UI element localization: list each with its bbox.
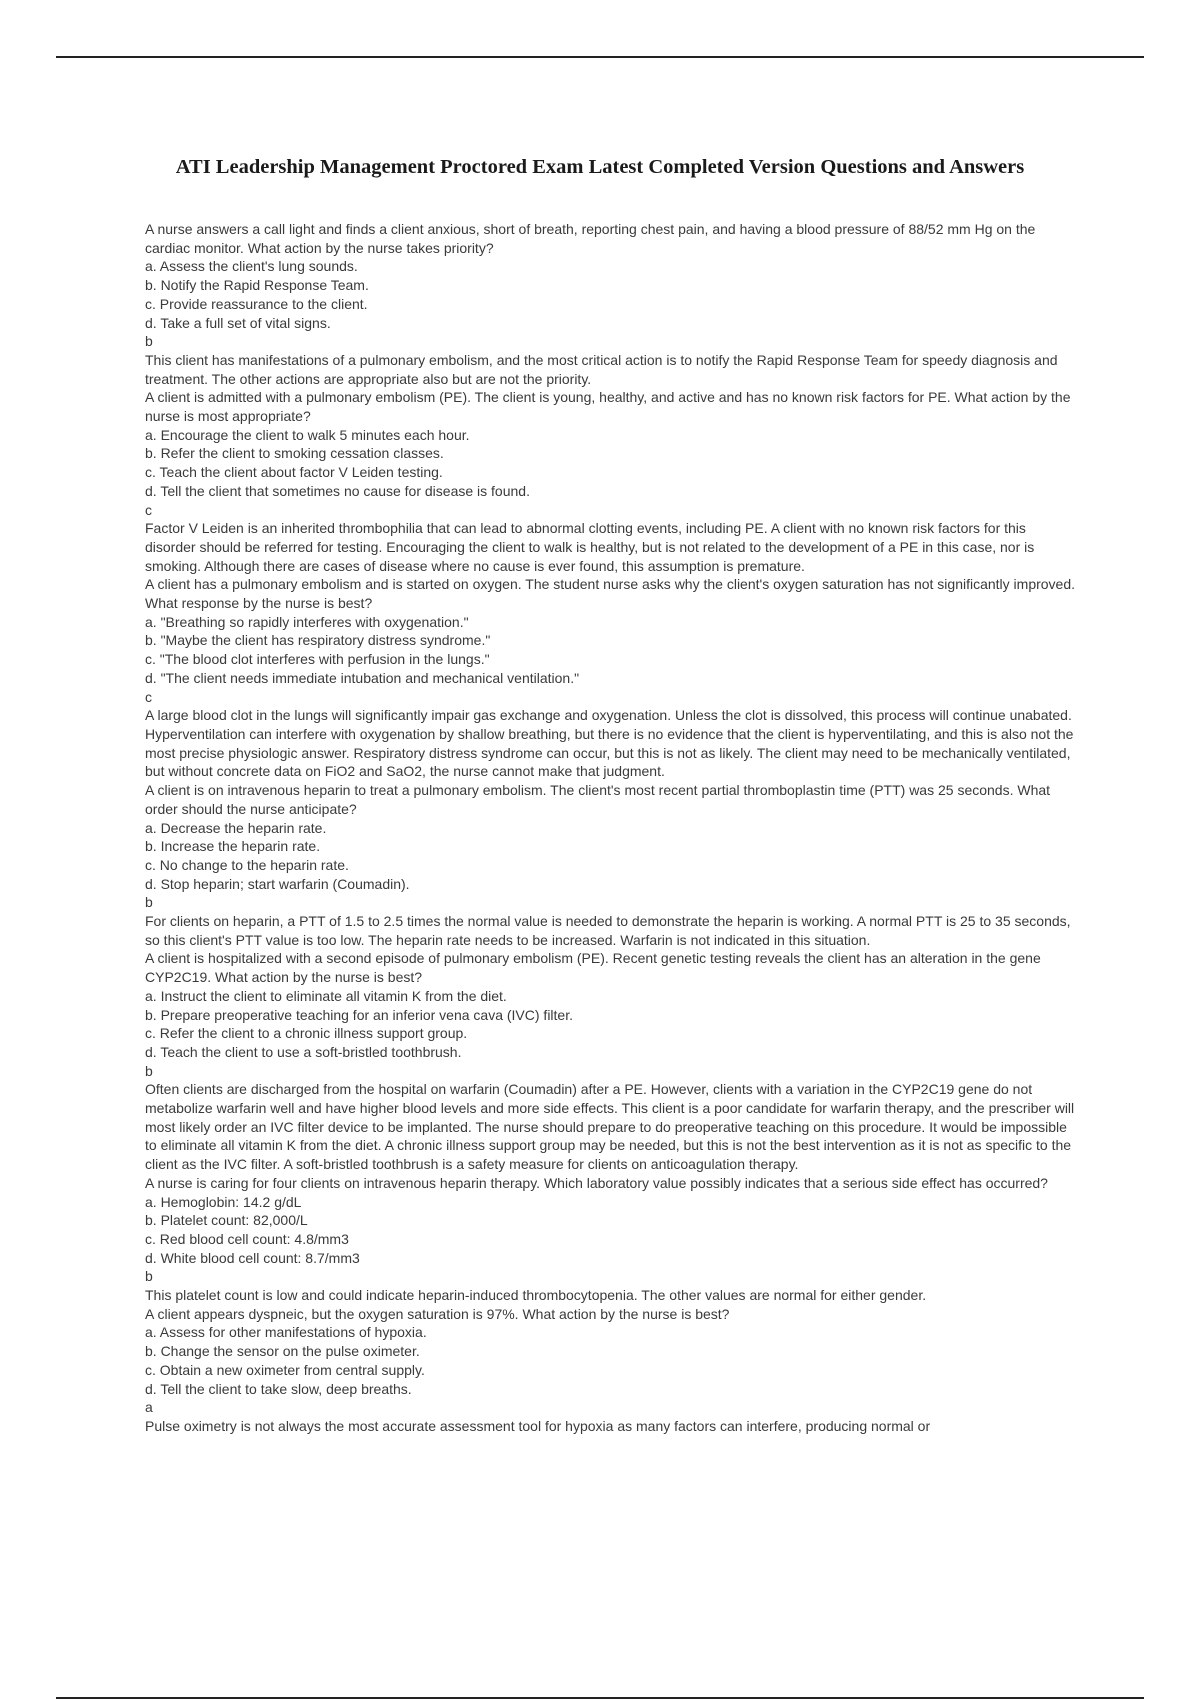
rationale: A large blood clot in the lungs will significantly impair gas exchange and oxygenation. Unless the clot is dissolved, this process will continue unabated. Hyperventilation can interfere with oxygenation by shallow breathing, but there is no evidence that the client is hyperventilating, and this is also not the most precise physiologic answer. Respiratory distress syndrome can occur, but this is not as likely. The client may need to be mechanically ventilated, but without concrete data on FiO2 and SaO2, the nurse cannot make that judgment. [145, 707, 1074, 780]
answer-option: b. Platelet count: 82,000/L [145, 1212, 308, 1229]
answer-options [145, 613, 1080, 688]
answer-option: d. Take a full set of vital signs. [145, 314, 331, 331]
question-list [145, 220, 1080, 1436]
answer-options [145, 1323, 1080, 1398]
answer-option: a. Decrease the heparin rate. [145, 819, 327, 836]
answer-option: d. Teach the client to use a soft-bristled toothbrush. [145, 1043, 462, 1060]
answer-options [145, 426, 1080, 501]
answer-option: a. Assess the client's lung sounds. [145, 258, 358, 275]
question-block [145, 388, 1080, 575]
question-stem: A client is admitted with a pulmonary embolism (PE). The client is young, healthy, and active and has no known risk factors for PE. What action by the nurse is most appropriate? [145, 389, 1071, 425]
rationale: This platelet count is low and could indicate heparin-induced thrombocytopenia. The other values are normal for either gender. [145, 1287, 927, 1304]
correct-answer: c [145, 501, 152, 518]
answer-option: a. Assess for other manifestations of hypoxia. [145, 1324, 427, 1341]
question-block [145, 575, 1080, 781]
rationale: For clients on heparin, a PTT of 1.5 to 2.5 times the normal value is needed to demonstrate the heparin is working. A normal PTT is 25 to 35 seconds, so this client's PTT value is too low. The heparin rate needs to be increased. Warfarin is not indicated in this situation. [145, 913, 1071, 948]
correct-answer: c [145, 688, 152, 705]
answer-option: a. "Breathing so rapidly interferes with oxygenation." [145, 613, 469, 630]
answer-option: d. Tell the client to take slow, deep breaths. [145, 1380, 412, 1397]
answer-option: c. Red blood cell count: 4.8/mm3 [145, 1230, 349, 1247]
answer-option: a. Encourage the client to walk 5 minutes each hour. [145, 426, 470, 443]
answer-option: c. Refer the client to a chronic illness support group. [145, 1025, 468, 1042]
answer-option: b. Prepare preoperative teaching for an inferior vena cava (IVC) filter. [145, 1006, 573, 1023]
correct-answer: b [145, 1268, 153, 1285]
answer-options [145, 819, 1080, 894]
answer-option: c. No change to the heparin rate. [145, 856, 349, 873]
rationale: Factor V Leiden is an inherited thrombophilia that can lead to abnormal clotting events, including PE. A client with no known risk factors for this disorder should be referred for testing. Encouraging the client to walk is healthy, but is not related to the development of a PE in this case, nor is smoking. Although there are cases of disease where no cause is ever found, this assumption is premature. [145, 520, 1035, 574]
correct-answer: b [145, 894, 153, 911]
answer-option: c. Teach the client about factor V Leiden testing. [145, 464, 443, 481]
question-stem: A client is hospitalized with a second episode of pulmonary embolism (PE). Recent genetic testing reveals the client has an alteration in the gene CYP2C19. What action by the nurse is best? [145, 950, 1041, 986]
answer-option: a. Instruct the client to eliminate all vitamin K from the diet. [145, 987, 507, 1004]
answer-option: d. "The client needs immediate intubation and mechanical ventilation." [145, 669, 580, 686]
question-block [145, 220, 1080, 388]
question-stem: A nurse answers a call light and finds a client anxious, short of breath, reporting chest pain, and having a blood pressure of 88/52 mm Hg on the cardiac monitor. What action by the nurse takes priority? [145, 221, 1036, 256]
answer-option: b. Refer the client to smoking cessation classes. [145, 445, 444, 462]
answer-option: c. Provide reassurance to the client. [145, 295, 368, 312]
rationale: Pulse oximetry is not always the most accurate assessment tool for hypoxia as many factors can interfere, producing normal or [145, 1418, 931, 1434]
answer-option: d. White blood cell count: 8.7/mm3 [145, 1249, 360, 1266]
question-stem: A client appears dyspneic, but the oxygen saturation is 97%. What action by the nurse is best? [145, 1305, 730, 1322]
rationale: Often clients are discharged from the hospital on warfarin (Coumadin) after a PE. However, clients with a variation in the CYP2C19 gene do not metabolize warfarin well and have higher blood levels and more side effects. This client is a poor candidate for warfarin therapy, and the prescriber will most likely order an IVC filter device to be implanted. The nurse should prepare to do preoperative teaching on this procedure. It would be impossible to eliminate all vitamin K from the diet. A chronic illness support group may be needed, but this is not the best intervention as it is not as specific to the client as the IVC filter. A soft-bristled toothbrush is a safety measure for clients on anticoagulation therapy. [145, 1081, 1075, 1173]
question-block [145, 781, 1080, 949]
correct-answer: a [145, 1399, 153, 1416]
answer-options [145, 1193, 1080, 1268]
question-block [145, 1305, 1080, 1436]
rationale: This client has manifestations of a pulmonary embolism, and the most critical action is to notify the Rapid Response Team for speedy diagnosis and treatment. The other actions are appropriate also but are not the priority. [145, 351, 1058, 387]
answer-option: b. "Maybe the client has respiratory distress syndrome." [145, 632, 491, 649]
answer-option: c. Obtain a new oximeter from central supply. [145, 1361, 425, 1378]
answer-option: d. Stop heparin; start warfarin (Coumadin). [145, 875, 410, 892]
question-stem: A client is on intravenous heparin to treat a pulmonary embolism. The client's most recent partial thromboplastin time (PTT) was 25 seconds. What order should the nurse anticipate? [145, 782, 1051, 817]
bottom-rule [56, 1697, 1144, 1699]
answer-option: c. "The blood clot interferes with perfusion in the lungs." [145, 651, 490, 668]
answer-option: b. Change the sensor on the pulse oximeter. [145, 1343, 420, 1360]
answer-option: d. Tell the client that sometimes no cause for disease is found. [145, 482, 530, 499]
correct-answer: b [145, 333, 153, 350]
answer-option: a. Hemoglobin: 14.2 g/dL [145, 1193, 302, 1210]
answer-option: b. Increase the heparin rate. [145, 838, 321, 855]
question-stem: A nurse is caring for four clients on intravenous heparin therapy. Which laboratory value possibly indicates that a serious side effect has occurred? [145, 1174, 1048, 1191]
top-rule [56, 56, 1144, 58]
answer-option: b. Notify the Rapid Response Team. [145, 277, 369, 294]
question-block [145, 949, 1080, 1173]
correct-answer: b [145, 1062, 153, 1079]
question-stem: A client has a pulmonary embolism and is started on oxygen. The student nurse asks why the client's oxygen saturation has not significantly improved. What response by the nurse is best? [145, 576, 1076, 612]
question-block [145, 1174, 1080, 1305]
answer-options [145, 257, 1080, 332]
document-title: ATI Leadership Management Proctored Exam Latest Completed Version Questions and Answers [175, 156, 1025, 178]
answer-options [145, 987, 1080, 1062]
